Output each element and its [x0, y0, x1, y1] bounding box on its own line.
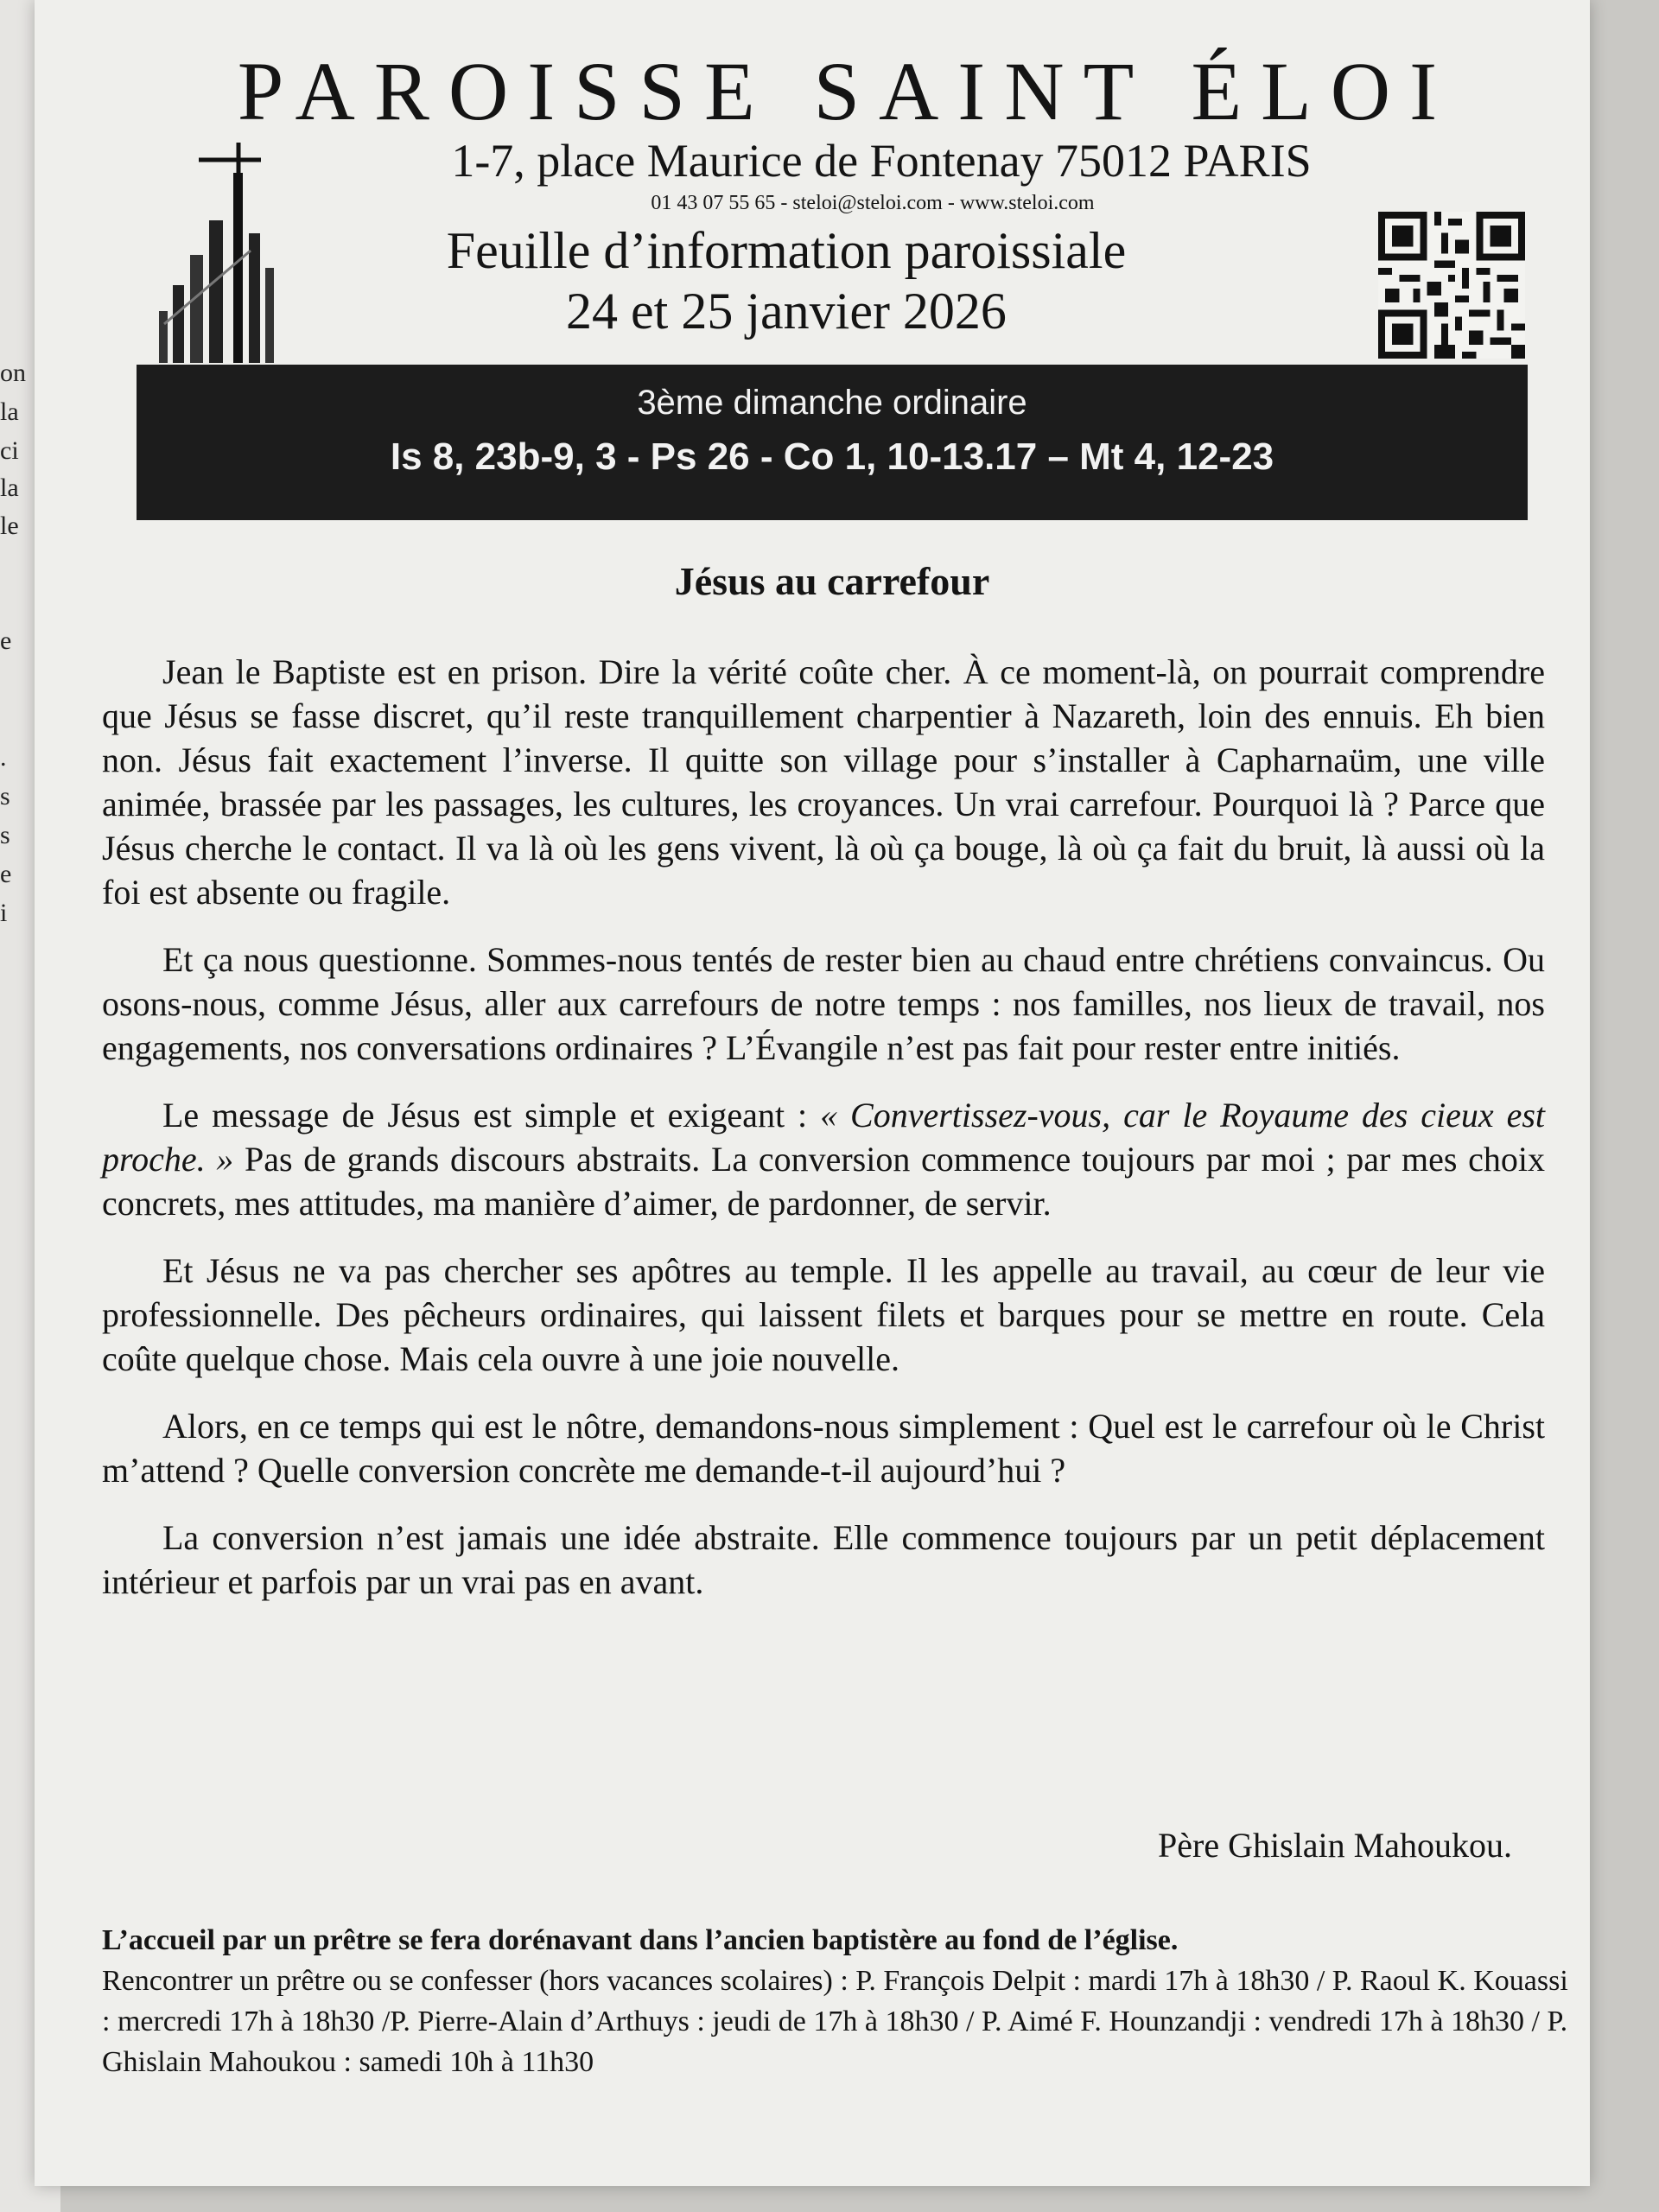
notice-heading: L’accueil par un prêtre se fera dorénavant dans l’ancien baptistère au fond de l’église. — [102, 1924, 1179, 1956]
article-paragraph: Alors, en ce temps qui est le nôtre, demandons-nous simplement : Quel est le carrefour où le Christ m’attend ? Quelle conversion concrète me demande-t-il aujourd’hui ? — [102, 1407, 1545, 1490]
underlying-text-fragment: e — [0, 860, 12, 888]
article-paragraph: Et Jésus ne va pas chercher ses apôtres au temple. Il les appelle au travail, au cœur de leur vie professionnelle. Des pêcheurs ordinaires, qui laissent filets et barques pour se mettre en route. Cela coûte quelque chose. Mais cela ouvre à une joie nouvelle. — [102, 1251, 1545, 1378]
underlying-text-fragment: s — [0, 782, 10, 810]
parish-leaflet — [35, 0, 1590, 2186]
gospel-quote: « Convertissez-vous, car le Royaume des cieux est proche. » — [102, 1096, 1545, 1179]
parish-address: 1-7, place Maurice de Fontenay 75012 PARIS — [451, 135, 1312, 187]
qr-code-icon — [1378, 212, 1525, 359]
sunday-name: 3ème dimanche ordinaire — [637, 384, 1027, 422]
article-paragraph — [102, 1093, 1545, 1225]
underlying-text-fragment: on — [0, 359, 26, 387]
article-paragraph: La conversion n’est jamais une idée abstraite. Elle commence toujours par un petit déplacement intérieur et parfois par un vrai pas en avant. — [102, 1518, 1545, 1601]
article-paragraph: Jean le Baptiste est en prison. Dire la vérité coûte cher. À ce moment-là, on pourrait comprendre que Jésus se fasse discret, qu’il reste tranquillement charpentier à Nazareth, loin des ennuis. Eh bien non. Jésus fait exactement l’inverse. Il quitte son village pour s’installer à Capharnaüm, une ville animée, brassée par les passages, les cultures, les croyances. Un vrai carrefour. Pourquoi là ? Parce que Jésus cherche le contact. Il va là où les gens vivent, là où ça bouge, là où ça fait du bruit, là aussi où la foi est absente ou fragile. — [102, 652, 1545, 912]
article-body — [102, 650, 1545, 1627]
paragraph-text: Le message de Jésus est simple et exigeant : — [162, 1096, 821, 1135]
underlying-text-fragment: s — [0, 821, 10, 849]
underlying-text-fragment: i — [0, 899, 8, 927]
underlying-text-fragment: e — [0, 626, 12, 655]
underlying-text-fragment: le — [0, 512, 19, 540]
article-paragraph: Et ça nous questionne. Sommes-nous tentés de rester bien au chaud entre chrétiens convaincus. Ou osons-nous, comme Jésus, aller aux carrefours de notre temps : nos familles, nos lieux de travail, nos engagements, nos conversations ordinaires ? L’Évangile n’est pas fait pour rester entre initiés. — [102, 940, 1545, 1067]
parish-title: PAROISSE SAINT ÉLOI — [237, 45, 1457, 137]
subtitle-line: Feuille d’information paroissiale — [446, 222, 1127, 279]
liturgy-banner — [137, 365, 1528, 520]
readings-references: Is 8, 23b-9, 3 - Ps 26 - Co 1, 10-13.17 – Mt 4, 12-23 — [390, 435, 1274, 478]
paragraph-text: Pas de grands discours abstraits. La conversion commence toujours par moi ; par mes choix concrets, mes attitudes, ma manière d’aimer, de pardonner, de servir. — [102, 1140, 1546, 1223]
underlying-text-fragment: . — [0, 743, 7, 772]
parish-contact: 01 43 07 55 65 - steloi@steloi.com - www.steloi.com — [651, 192, 1095, 214]
leaflet-date: 24 et 25 janvier 2026 — [566, 283, 1007, 340]
article-heading: Jésus au carrefour — [674, 559, 990, 603]
notice-schedule: Rencontrer un prêtre ou se confesser (hors vacances scolaires) : P. François Delpit : mardi 17h à 18h30 / P. Raoul K. Kouassi : mercredi 17h à 18h30 /P. Pierre-Alain d’Arthuys : jeudi de 17h à 18h30 / P. Aimé F. Hounzandji : vendredi 17h à 18h30 / P. Ghislain Mahoukou : samedi 10h à 11h30 — [102, 1965, 1568, 2078]
underlying-text-fragment: la — [0, 397, 19, 426]
confession-notice — [102, 1920, 1571, 2082]
leaflet-subtitle — [311, 220, 1262, 341]
underlying-text-fragment: la — [0, 474, 19, 502]
author-signature: Père Ghislain Mahoukou. — [1158, 1826, 1512, 1865]
underlying-text-fragment: ci — [0, 436, 19, 465]
